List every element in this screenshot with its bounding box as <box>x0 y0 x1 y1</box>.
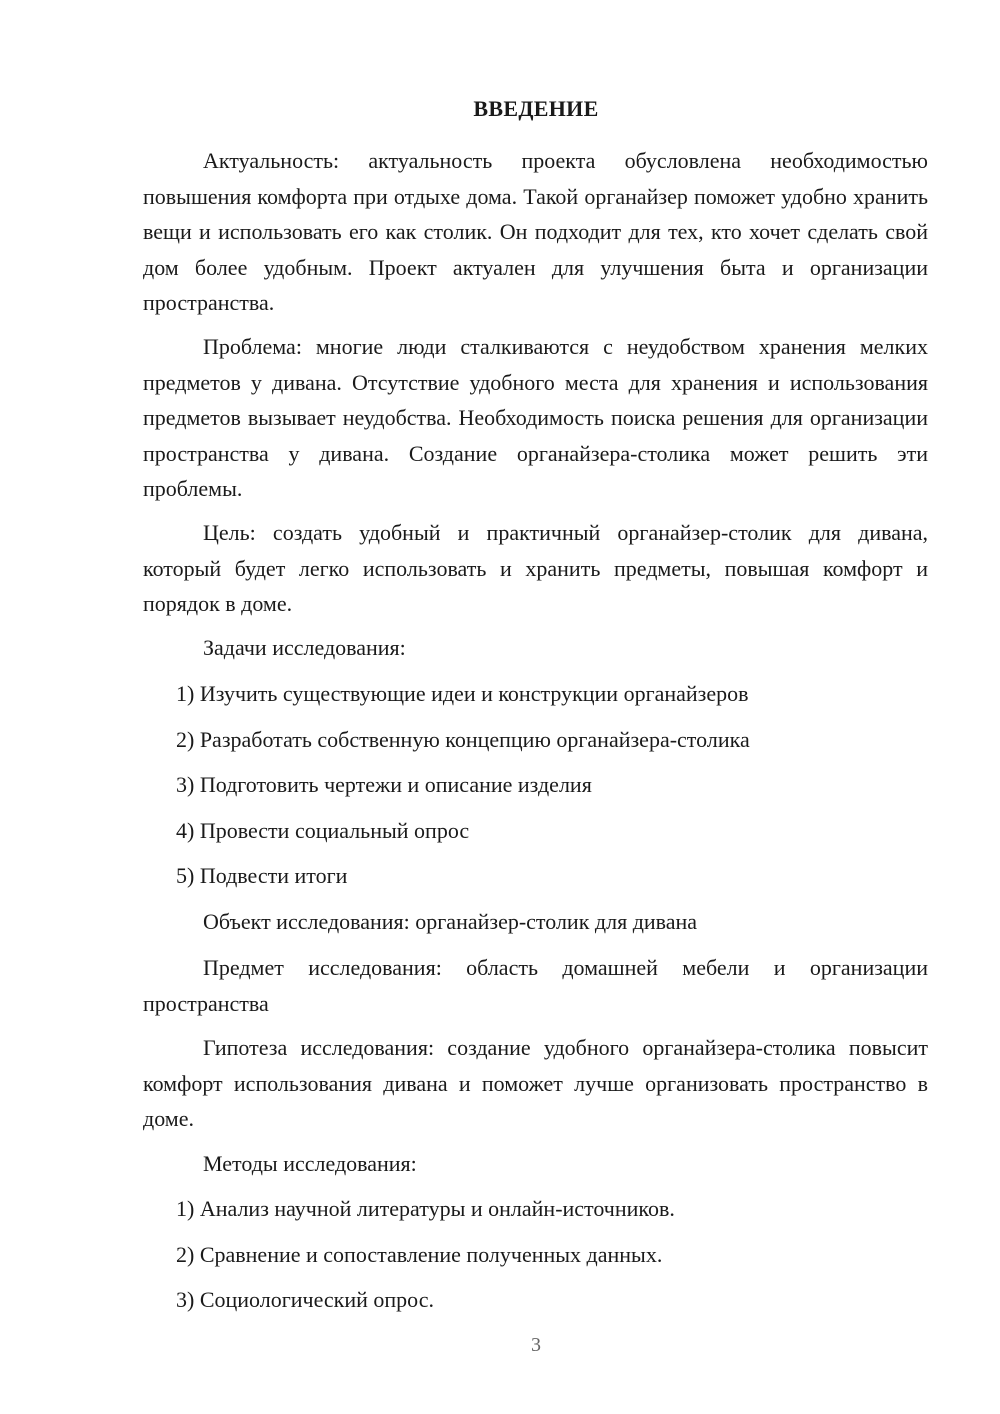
task-item: 2) Разработать собственную концепцию органайзера-столика <box>176 727 750 752</box>
method-item: 1) Анализ научной литературы и онлайн-источников. <box>176 1196 675 1221</box>
task-item: 1) Изучить существующие идеи и конструкции органайзеров <box>176 681 749 706</box>
method-item: 2) Сравнение и сопоставление полученных данных. <box>176 1242 663 1267</box>
object-paragraph: Объект исследования: органайзер-столик для дивана <box>203 909 698 934</box>
task-item: 5) Подвести итоги <box>176 863 348 888</box>
subject-paragraph: Предмет исследования: область домашней мебели и организации пространства <box>143 955 928 1016</box>
task-item: 4) Провести социальный опрос <box>176 818 470 843</box>
problem-paragraph: Проблема: многие люди сталкиваются с неудобством хранения мелких предметов у дивана. Отсутствие удобного места для хранения и использования предметов вызывает неудобства. Необходимость поиска решения для организации пространства у дивана. Создание органайзера-столика может решить эти проблемы. <box>143 334 928 501</box>
tasks-label: Задачи исследования: <box>203 635 406 660</box>
methods-label: Методы исследования: <box>203 1151 417 1176</box>
method-item: 3) Социологический опрос. <box>176 1287 434 1312</box>
section-heading: ВВЕДЕНИЕ <box>473 96 599 121</box>
task-item: 3) Подготовить чертежи и описание изделия <box>176 772 592 797</box>
goal-paragraph: Цель: создать удобный и практичный органайзер-столик для дивана, который будет легко использовать и хранить предметы, повышая комфорт и порядок в доме. <box>143 520 928 616</box>
page-number: 3 <box>531 1334 541 1356</box>
hypothesis-paragraph: Гипотеза исследования: создание удобного органайзера-столика повысит комфорт использования дивана и поможет лучше организовать пространство в доме. <box>143 1035 928 1131</box>
relevance-paragraph: Актуальность: актуальность проекта обусловлена необходимостью повышения комфорта при отдыхе дома. Такой органайзер поможет удобно хранить вещи и использовать его как столик. Он подходит для тех, кто хочет сделать свой дом более удобным. Проект актуален для улучшения быта и организации пространства. <box>143 148 928 315</box>
